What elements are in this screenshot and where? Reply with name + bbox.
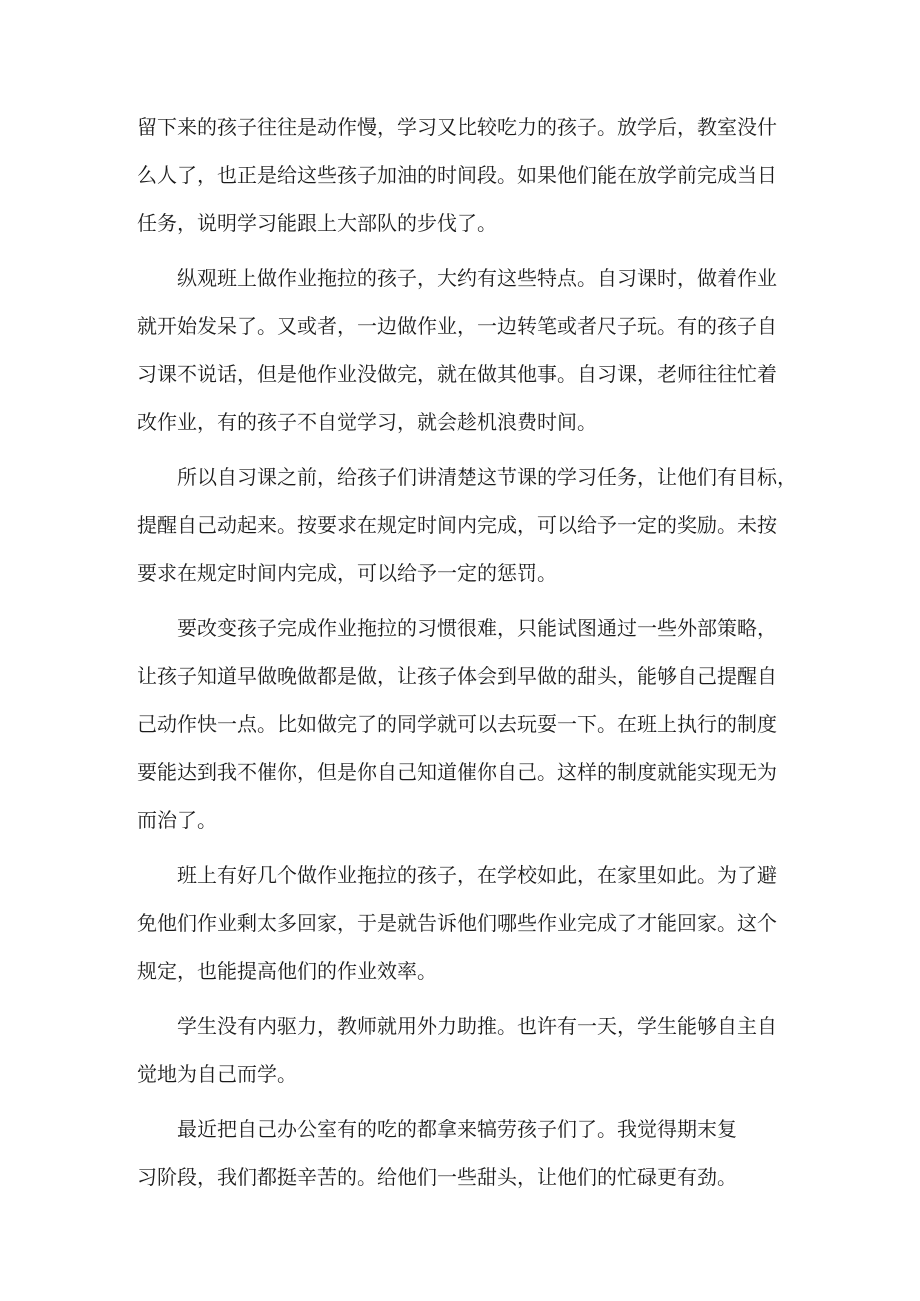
paragraph-3-line-2: 提醒自己动起来。按要求在规定时间内完成，可以给予一定的奖励。未按 — [137, 513, 777, 537]
paragraph-4-line-2: 让孩子知道早做晚做都是做，让孩子体会到早做的甜头，能够自己提醒自 — [137, 664, 777, 688]
paragraph-7-line-2: 习阶段，我们都挺辛苦的。给他们一些甜头，让他们的忙碌更有劲。 — [137, 1165, 737, 1189]
paragraph-4-line-3: 己动作快一点。比如做完了的同学就可以去玩耍一下。在班上执行的制度 — [137, 712, 777, 736]
paragraph-2-line-3: 习课不说话，但是他作业没做完，就在做其他事。自习课，老师往往忙着 — [137, 362, 777, 386]
paragraph-3-line-1: 所以自习课之前，给孩子们讲清楚这节课的学习任务，让他们有目标， — [177, 465, 797, 489]
paragraph-1-line-2: 么人了，也正是给这些孩子加油的时间段。如果他们能在放学前完成当日 — [137, 163, 777, 187]
paragraph-4-line-5: 而治了。 — [137, 808, 217, 832]
paragraph-4-line-4: 要能达到我不催你，但是你自己知道催你自己。这样的制度就能实现无为 — [137, 760, 777, 784]
paragraph-2-line-1: 纵观班上做作业拖拉的孩子，大约有这些特点。自习课时，做着作业 — [177, 266, 777, 290]
paragraph-5-line-2: 免他们作业剩太多回家，于是就告诉他们哪些作业完成了才能回家。这个 — [137, 911, 777, 935]
paragraph-7-line-1: 最近把自己办公室有的吃的都拿来犒劳孩子们了。我觉得期末复 — [177, 1117, 737, 1141]
paragraph-1-line-3: 任务，说明学习能跟上大部队的步伐了。 — [137, 211, 497, 235]
paragraph-5-line-1: 班上有好几个做作业拖拉的孩子，在学校如此，在家里如此。为了避 — [177, 863, 777, 887]
paragraph-2-line-2: 就开始发呆了。又或者，一边做作业，一边转笔或者尺子玩。有的孩子自 — [137, 314, 777, 338]
paragraph-1-line-1: 留下来的孩子往往是动作慢，学习又比较吃力的孩子。放学后，教室没什 — [137, 115, 777, 139]
paragraph-6-line-1: 学生没有内驱力，教师就用外力助推。也许有一天，学生能够自主自 — [177, 1014, 777, 1038]
paragraph-4-line-1: 要改变孩子完成作业拖拉的习惯很难，只能试图通过一些外部策略， — [177, 616, 777, 640]
paragraph-3-line-3: 要求在规定时间内完成，可以给予一定的惩罚。 — [137, 561, 557, 585]
paragraph-6-line-2: 觉地为自己而学。 — [137, 1062, 297, 1086]
paragraph-5-line-3: 规定，也能提高他们的作业效率。 — [137, 959, 437, 983]
paragraph-2-line-4: 改作业，有的孩子不自觉学习，就会趁机浪费时间。 — [137, 410, 597, 434]
